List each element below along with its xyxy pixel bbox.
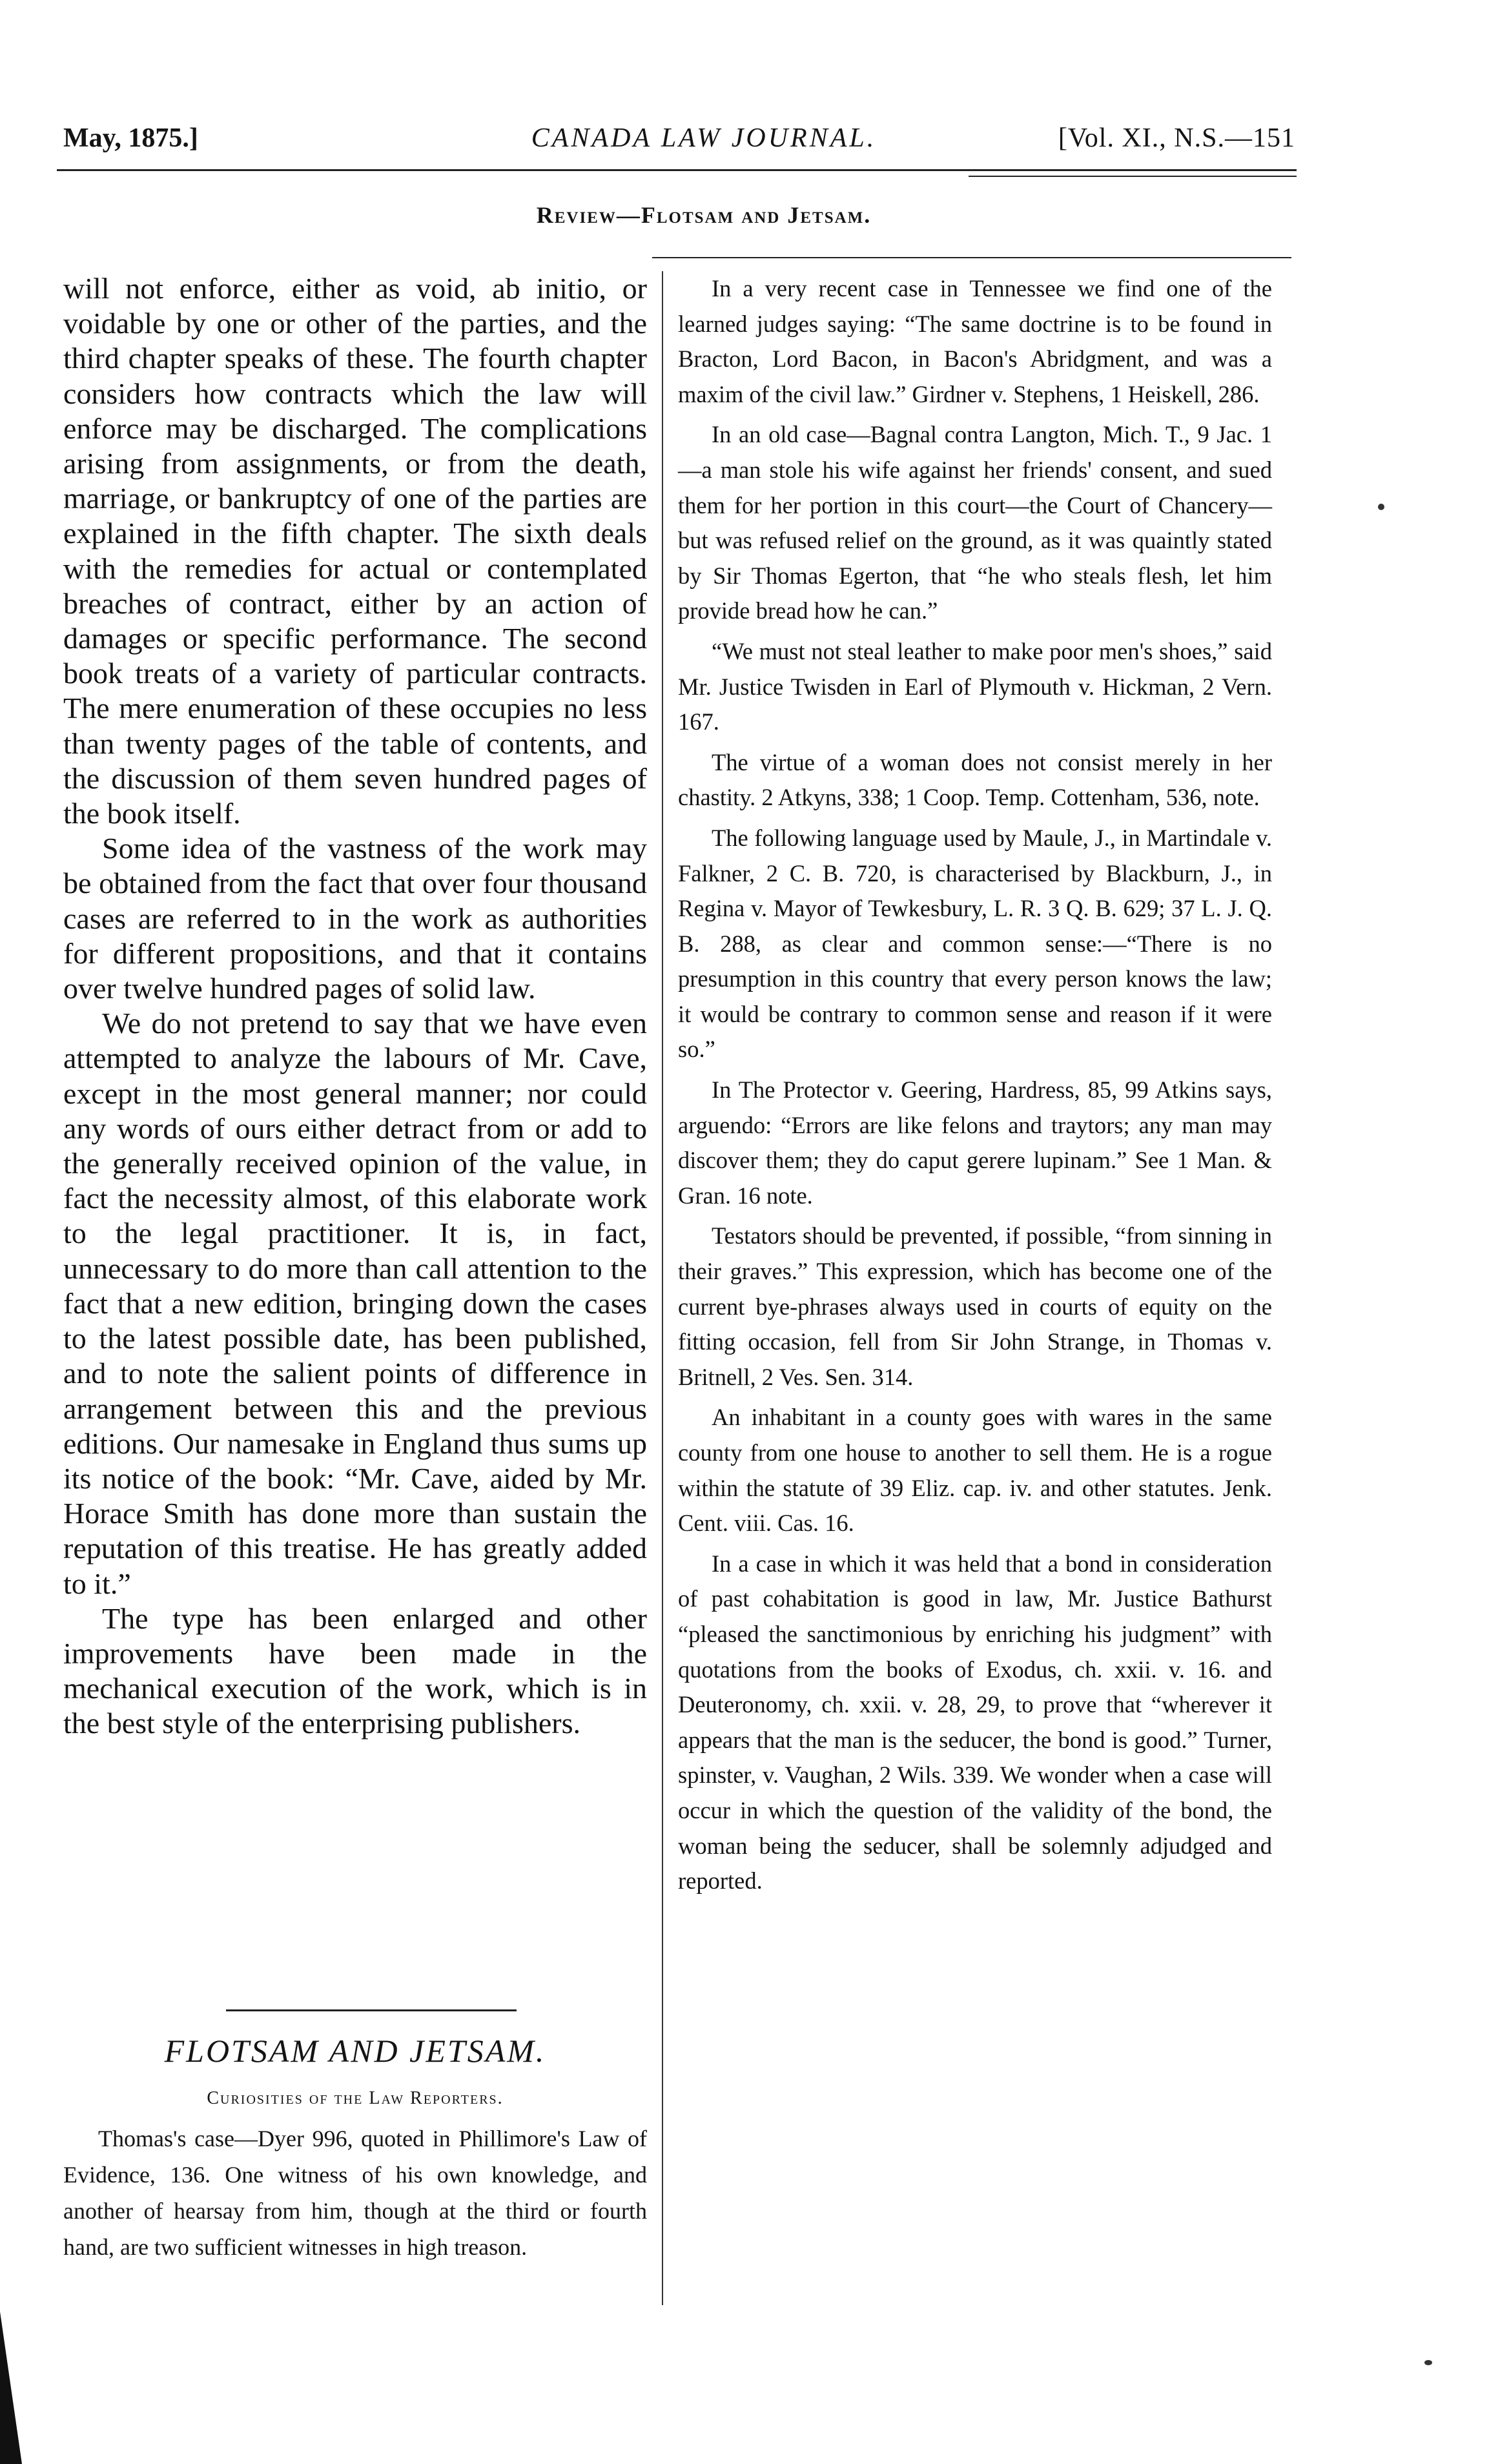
flotsam-divider (226, 2009, 517, 2011)
binding-edge-shadow (0, 2312, 22, 2464)
column-divider (662, 271, 663, 2305)
right-paragraph-5: The following language used by Maule, J., in Martindale v. Falkner, 2 C. B. 720, is characterised by Blackburn, J., in Regina v. Mayor of Tewkesbury, L. R. 3 Q. B. 629; 37 L. J. Q. B. 288, as clear and common sense:—“There is no presumption in this country that every person knows the law; it would be contrary to common sense and reason if it were so.” (678, 824, 1272, 1063)
ink-speck (1424, 2360, 1432, 2365)
right-paragraph-1: In a very recent case in Tennessee we find one of the learned judges saying: “The same doctrine is to be found in Bracton, Lord Bacon, in Bacon's Abridgment, and was a maxim of the civil law.” Girdner v. Stephens, 1 Heiskell, 286. (678, 275, 1272, 407)
right-paragraph-3: “We must not steal leather to make poor men's shoes,” said Mr. Justice Twisden in Earl of Plymouth v. Hickman, 2 Vern. 167. (678, 637, 1272, 735)
left-paragraph-3: We do not pretend to say that we have even attempted to analyze the labours of Mr. Cave, except in the most general manner; nor could any words of ours either detract from or add to the generally received opinion of the value, in fact the necessity almost, of this elaborate work to the legal practitioner. It is, in fact, unnecessary to do more than call attention to the fact that a new edition, bringing down the cases to the latest possible date, has been published, and to note the salient points of difference in arrangement between this and the previous editions. Our namesake in England thus sums up its notice of the book: “Mr. Cave, aided by Mr. Horace Smith has done more than sustain the reputation of this treatise. He has greatly added to it.” (63, 1007, 647, 1600)
right-paragraph-2: In an old case—Bagnal contra Langton, Mich. T., 9 Jac. 1—a man stole his wife against her friends' consent, and sued them for her portion in this court—the Court of Chancery—but was refused relief on the ground, as it was quaintly stated by Sir Thomas Egerton, that “he who steals flesh, let him provide bread how he can.” (678, 421, 1272, 624)
flotsam-subheading: Curiosities of the Law Reporters. (207, 2088, 504, 2108)
left-paragraph-2: Some idea of the vastness of the work may be obtained from the fact that over four thousand cases are referred to in the work as authorities for different propositions, and that it contains over twelve hundred pages of solid law. (63, 832, 647, 1005)
ink-speck (1378, 504, 1384, 510)
flotsam-heading: FLOTSAM AND JETSAM. (164, 2033, 546, 2069)
right-paragraph-8: An inhabitant in a county goes with wares in the same county from one house to another to sell them. He is a rogue within the statute of 39 Eliz. cap. iv. and other statutes. Jenk. Cent. viii. Cas. 16. (678, 1404, 1272, 1537)
left-paragraph-1: will not enforce, either as void, ab initio, or voidable by one or other of the parties, and the third chapter speaks of these. The fourth chapter considers how contracts which the law will enforce may be discharged. The complications arising from assignments, or from the death, marriage, or bankruptcy of one of the parties are explained in the fifth chapter. The sixth deals with the remedies for actual or contemplated breaches of contract, either by an action of damages or specific performance. The second book treats of a variety of particular contracts. The mere enumeration of these occupies no less than twenty pages of the table of contents, and the discussion of them seven hundred pages of the book itself. (63, 272, 647, 830)
header-volume: [Vol. XI., N.S.—151 (1058, 123, 1295, 153)
header-rule-secondary (969, 176, 1297, 177)
left-column (63, 271, 647, 1741)
header-journal-title: CANADA LAW JOURNAL. (531, 123, 877, 153)
left-paragraph-4: The type has been enlarged and other improvements have been made in the mechanical execution of the work, which is in the best style of the enterprising publishers. (63, 1601, 647, 1740)
right-paragraph-6: In The Protector v. Geering, Hardress, 85, 99 Atkins says, arguendo: “Errors are like felons and traytors; any man may discover them; they do caput gerere lupinam.” See 1 Man. & Gran. 16 note. (678, 1076, 1272, 1209)
section-title: Review—Flotsam and Jetsam. (536, 202, 872, 228)
right-paragraph-7: Testators should be prevented, if possible, “from sinning in their graves.” This expression, which has become one of the current bye-phrases always used in courts of equity on the fitting occasion, fell from Sir John Strange, in Thomas v. Britnell, 2 Ves. Sen. 314. (678, 1222, 1272, 1390)
right-paragraph-9: In a case in which it was held that a bond in consideration of past cohabitation is good in law, Mr. Justice Bathurst “pleased the sanctimonious by enriching his judgment” with quotations from the books of Exodus, ch. xxii. v. 16. and Deuteronomy, ch. xxii. v. 28, 29, to prove that “wherever it appears that the man is the seducer, the bond is good.” Turner, spinster, v. Vaughan, 2 Wils. 339. We wonder when a case will occur in which the question of the validity of the bond, the woman being the seducer, shall be solemnly adjudged and reported. (678, 1550, 1272, 1894)
right-column (678, 271, 1272, 1904)
right-paragraph-4: The virtue of a woman does not consist merely in her chastity. 2 Atkyns, 338; 1 Coop. Temp. Cottenham, 536, note. (678, 748, 1272, 811)
header-rule (57, 169, 1297, 171)
section-rule (652, 257, 1291, 258)
flotsam-body: Thomas's case—Dyer 996, quoted in Phillimore's Law of Evidence, 136. One witness of his own knowledge, and another of hearsay from him, though at the third or fourth hand, are two sufficient witnesses in high treason. (63, 2126, 647, 2260)
header-date: May, 1875.] (63, 123, 198, 153)
